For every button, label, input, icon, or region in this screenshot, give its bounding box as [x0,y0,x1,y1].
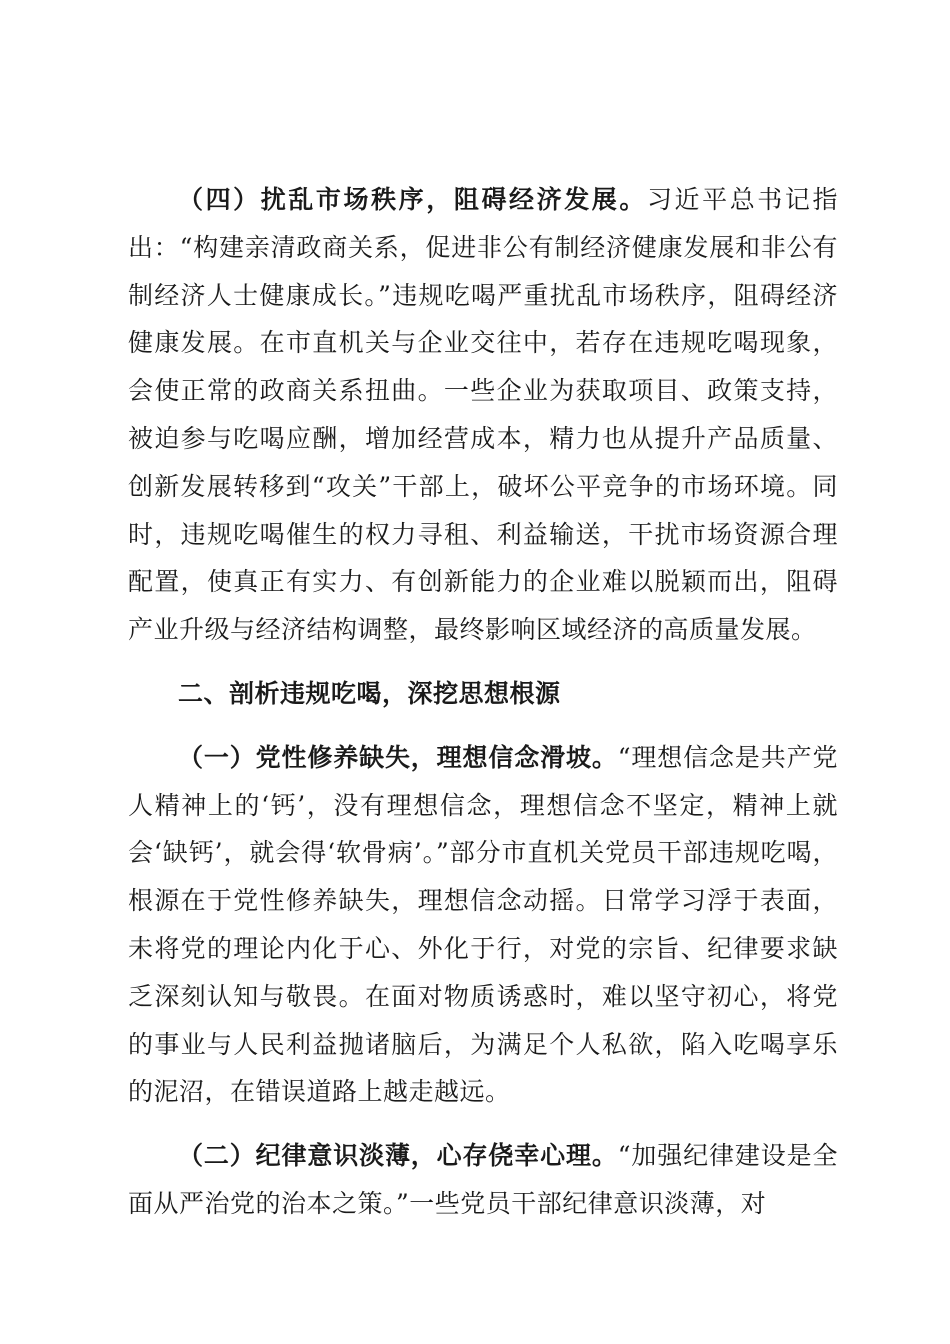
spacer [128,654,838,670]
section-2-body: “加强纪律建设是全面从严治党的治本之策。”一些党员干部纪律意识淡薄，对 [128,1141,838,1218]
section-4-body: 习近平总书记指出：“构建亲清政商关系，促进非公有制经济健康发展和非公有制经济人士健康成长。”违规吃喝严重扰乱市场秩序，阻碍经济健康发展。在市直机关与企业交往中，若存在违规吃喝现象，会使正常的政商关系扭曲。一些企业为获取项目、政策支持，被迫参与吃喝应酬，增加经营成本，精力也从提升产品质量、创新发展转移到“攻关”干部上，破坏公平竞争的市场环境。同时，违规吃喝催生的权力寻租、利益输送，干扰市场资源合理配置，使真正有实力、有创新能力的企业难以脱颖而出，阻碍产业升级与经济结构调整，最终影响区域经济的高质量发展。 [128,185,838,645]
section-4-title: （四）扰乱市场秩序，阻碍经济发展。 [178,185,647,214]
section-2-title: （二）纪律意识淡薄，心存侥幸心理。 [178,1141,618,1171]
section-1-title: （一）党性修养缺失，理想信念滑坡。 [178,742,618,772]
spacer [128,718,838,734]
document-page [128,176,838,1228]
heading-2: 二、剖析违规吃喝，深挖思想根源 [178,678,561,708]
section-1-body: “理想信念是共产党人精神上的‘钙’，没有理想信念，理想信念不坚定，精神上就会‘缺钙’，就会得‘软骨病’。”部分市直机关党员干部违规吃喝，根源在于党性修养缺失，理想信念动摇。日常学习浮于表面，未将党的理论内化于心、外化于行，对党的宗旨、纪律要求缺乏深刻认知与敬畏。在面对物质诱惑时，难以坚守初心，将党的事业与人民利益抛诸脑后，为满足个人私欲，陷入吃喝享乐的泥沼，在错误道路上越走越远。 [128,742,838,1107]
paragraph-section-2 [128,1132,838,1228]
spacer [128,1116,838,1132]
paragraph-section-1 [128,734,838,1116]
paragraph-section-4 [128,176,838,654]
